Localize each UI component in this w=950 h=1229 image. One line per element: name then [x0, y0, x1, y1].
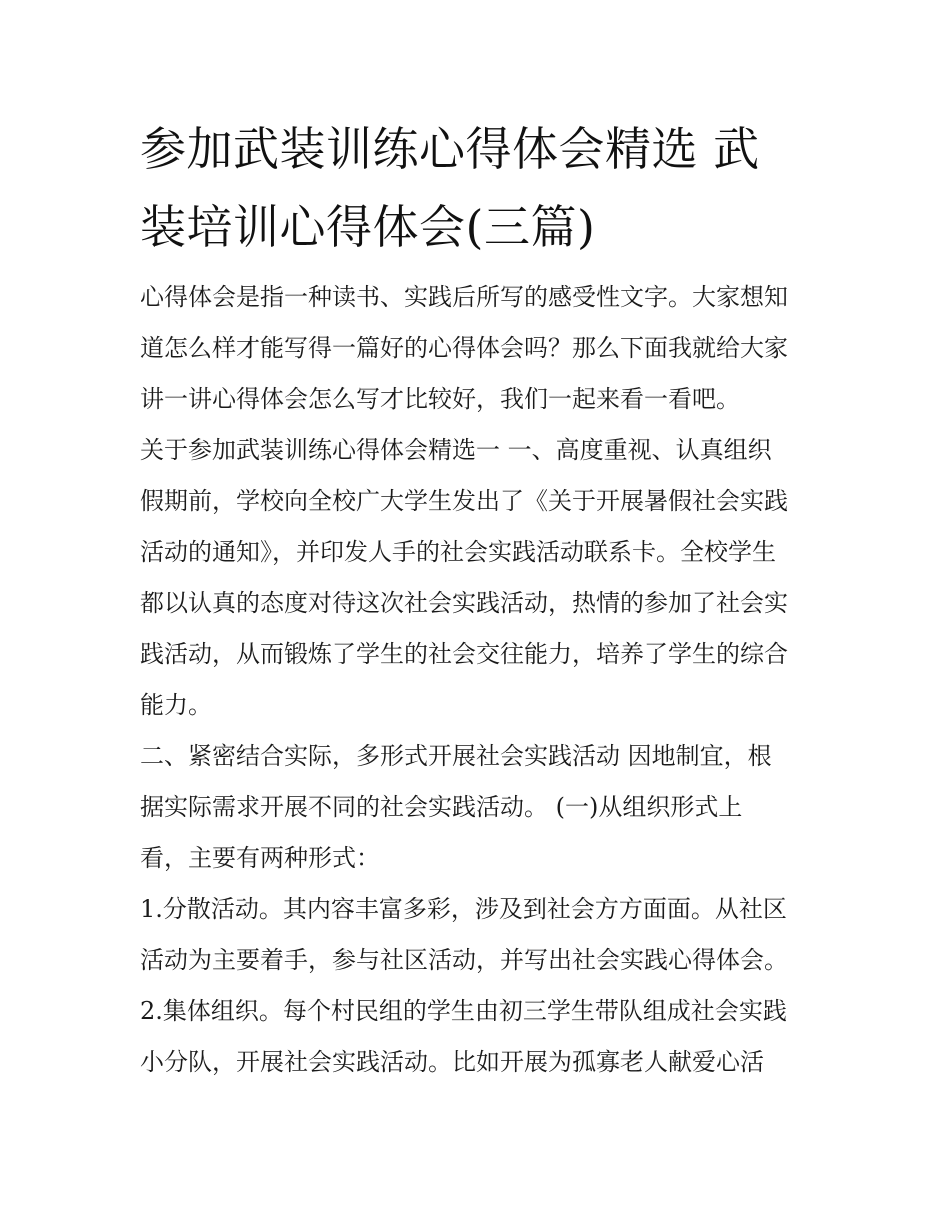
body-line: 二、紧密结合实际，多形式开展社会实践活动 因地制宜，根 [140, 742, 772, 770]
body-line: 能力。 [140, 691, 212, 719]
document-page [140, 110, 820, 1088]
body-line: 1.分散活动。其内容丰富多彩，涉及到社会方方面面。从社区 [140, 895, 787, 923]
body-line: 2.集体组织。每个村民组的学生由初三学生带队组成社会实践 [140, 997, 787, 1025]
body-line: 小分队，开展社会实践活动。比如开展为孤寡老人献爱心活 [140, 1048, 764, 1076]
body-line: 道怎么样才能写得一篇好的心得体会吗？那么下面我就给大家 [140, 334, 788, 362]
body-line: 活动的通知》，并印发人手的社会实践活动联系卡。全校学生 [140, 538, 776, 566]
body-line: 践活动，从而锻炼了学生的社会交往能力，培养了学生的综合 [140, 640, 788, 668]
body-line: 活动为主要着手，参与社区活动，并写出社会实践心得体会。 [140, 946, 788, 974]
document-title [140, 110, 820, 266]
body-line: 关于参加武装训练心得体会精选一 一、高度重视、认真组织 [140, 436, 772, 464]
body-line: 心得体会是指一种读书、实践后所写的感受性文字。大家想知 [140, 283, 788, 311]
body-line: 据实际需求开展不同的社会实践活动。 (一)从组织形式上 [140, 793, 743, 821]
body-line: 讲一讲心得体会怎么写才比较好，我们一起来看一看吧。 [140, 385, 740, 413]
body-line: 看，主要有两种形式： [140, 844, 380, 872]
title-line-2: 装培训心得体会(三篇) [140, 200, 596, 254]
document-body [140, 272, 820, 1088]
body-line: 假期前，学校向全校广大学生发出了《关于开展暑假社会实践 [140, 487, 788, 515]
title-line-1: 参加武装训练心得体会精选 武 [140, 122, 760, 176]
body-line: 都以认真的态度对待这次社会实践活动，热情的参加了社会实 [140, 589, 788, 617]
